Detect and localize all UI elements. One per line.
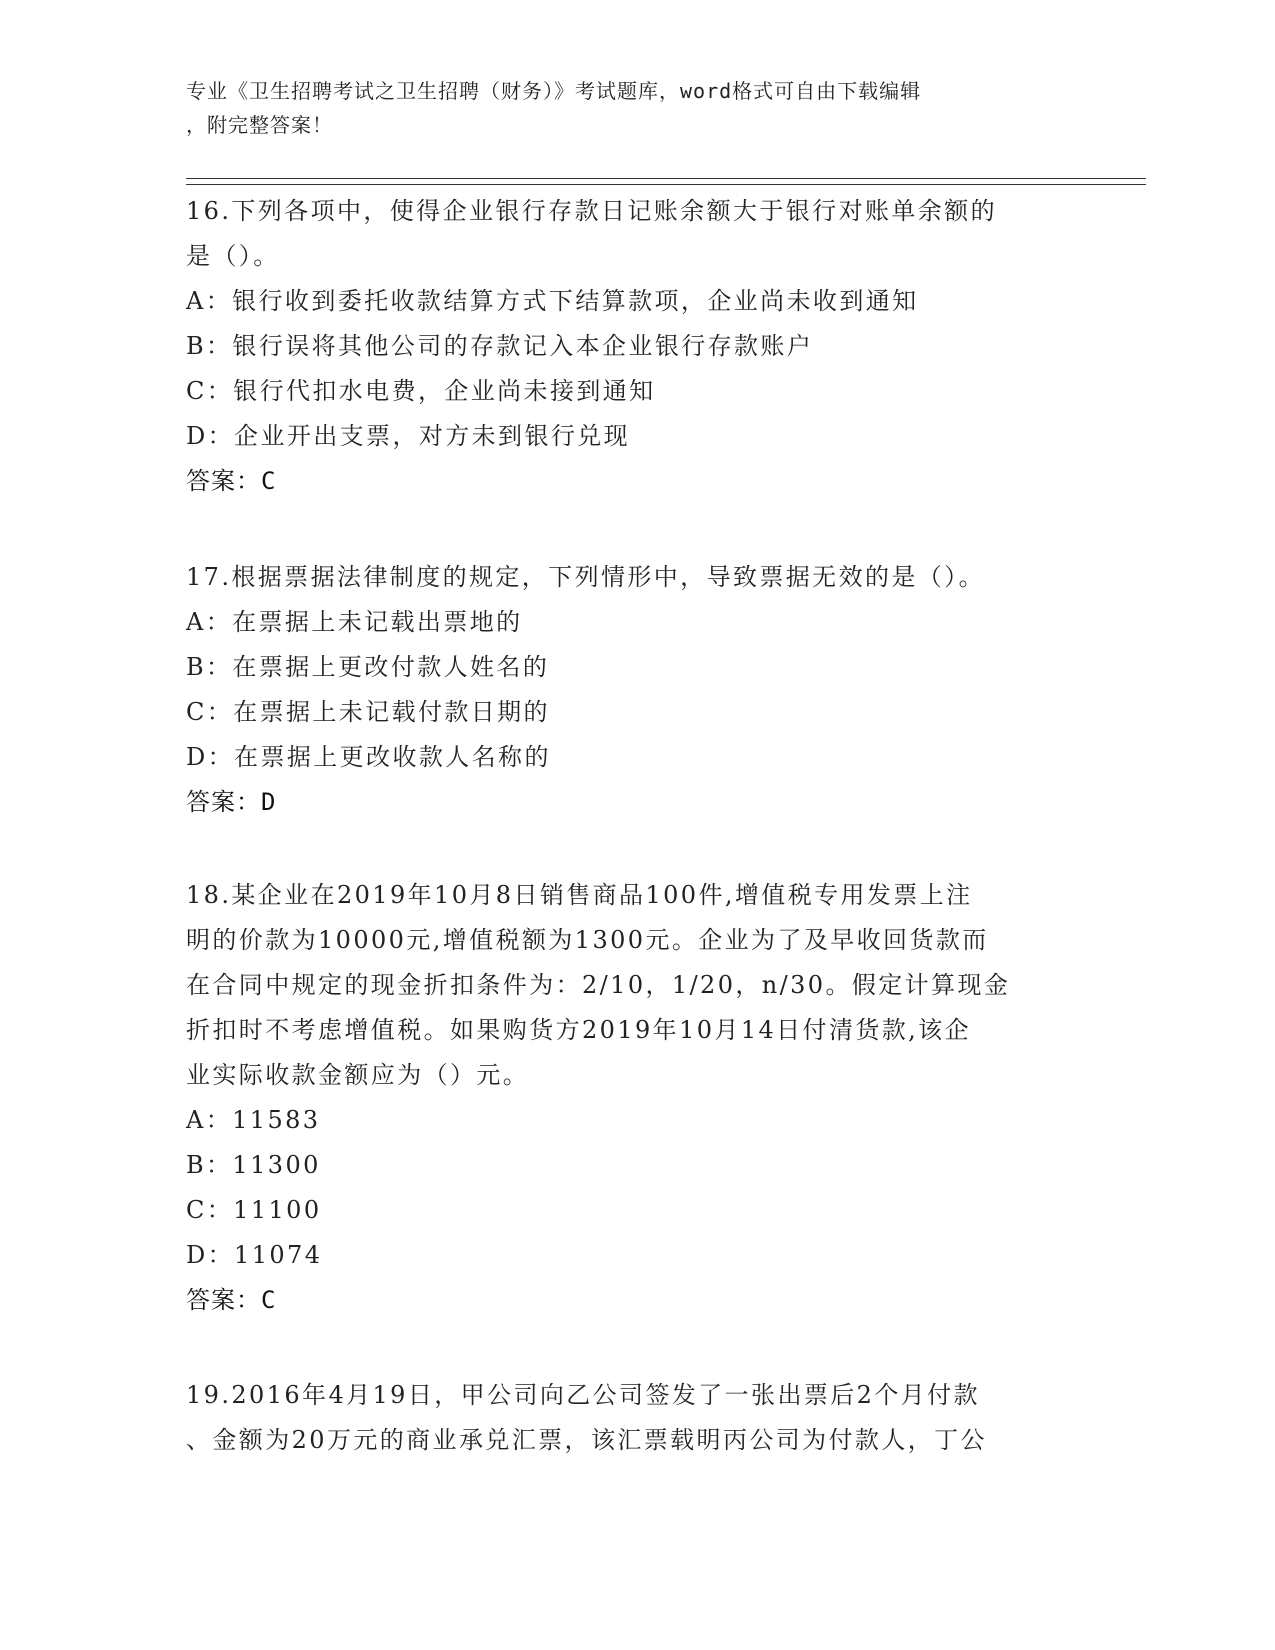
answer	[186, 459, 1076, 504]
question-17	[186, 555, 1076, 825]
answer-label: 答案：	[186, 788, 261, 816]
question-stem	[186, 873, 1076, 1098]
question-19	[186, 1373, 1076, 1463]
stem-line: 是（）。	[186, 242, 280, 270]
option-a: A：银行收到委托收款结算方式下结算款项，企业尚未收到通知	[186, 287, 919, 315]
option-a: A：在票据上未记载出票地的	[186, 608, 523, 636]
option-c: C：11100	[186, 1196, 322, 1224]
answer	[186, 1278, 1076, 1323]
stem-line: 在合同中规定的现金折扣条件为：2/10，1/20，n/30。假定计算现金	[186, 971, 1011, 999]
option-b: B：在票据上更改付款人姓名的	[186, 653, 550, 681]
answer-value: C	[261, 1286, 277, 1314]
answer-label: 答案：	[186, 467, 261, 495]
answer-value: D	[261, 788, 277, 816]
header-divider-top	[186, 178, 1146, 179]
answer-value: C	[261, 467, 277, 495]
question-16	[186, 189, 1076, 504]
question-stem	[186, 1373, 1076, 1463]
question-18	[186, 873, 1076, 1323]
option-c: C：在票据上未记载付款日期的	[186, 698, 550, 726]
document-header	[186, 74, 1066, 142]
header-line-1: 专业《卫生招聘考试之卫生招聘（财务）》考试题库，word格式可自由下载编辑	[186, 79, 922, 103]
stem-line: 折扣时不考虑增值税。如果购货方2019年10月14日付清货款,该企	[186, 1016, 971, 1044]
stem-line: 明的价款为10000元,增值税额为1300元。企业为了及早收回货款而	[186, 926, 989, 954]
stem-line: 18.某企业在2019年10月8日销售商品100件,增值税专用发票上注	[186, 881, 973, 909]
option-d: D：在票据上更改收款人名称的	[186, 743, 551, 771]
option-a: A：11583	[186, 1106, 321, 1134]
stem-line: 、金额为20万元的商业承兑汇票，该汇票载明丙公司为付款人，丁公	[186, 1426, 987, 1454]
header-divider-bottom	[186, 184, 1146, 185]
stem-line: 业实际收款金额应为（）元。	[186, 1061, 530, 1089]
question-stem	[186, 189, 1076, 279]
option-b: B：银行误将其他公司的存款记入本企业银行存款账户	[186, 332, 814, 360]
stem-line: 17.根据票据法律制度的规定，下列情形中，导致票据无效的是（）。	[186, 563, 985, 591]
header-line-2: ，附完整答案！	[186, 113, 333, 137]
option-c: C：银行代扣水电费，企业尚未接到通知	[186, 377, 656, 405]
stem-line: 19.2016年4月19日，甲公司向乙公司签发了一张出票后2个月付款	[186, 1381, 980, 1409]
answer-label: 答案：	[186, 1286, 261, 1314]
option-d: D：11074	[186, 1241, 323, 1269]
answer	[186, 780, 1076, 825]
question-stem	[186, 555, 1076, 600]
option-b: B：11300	[186, 1151, 321, 1179]
option-d: D：企业开出支票，对方未到银行兑现	[186, 422, 631, 450]
stem-line: 16.下列各项中，使得企业银行存款日记账余额大于银行对账单余额的	[186, 197, 997, 225]
